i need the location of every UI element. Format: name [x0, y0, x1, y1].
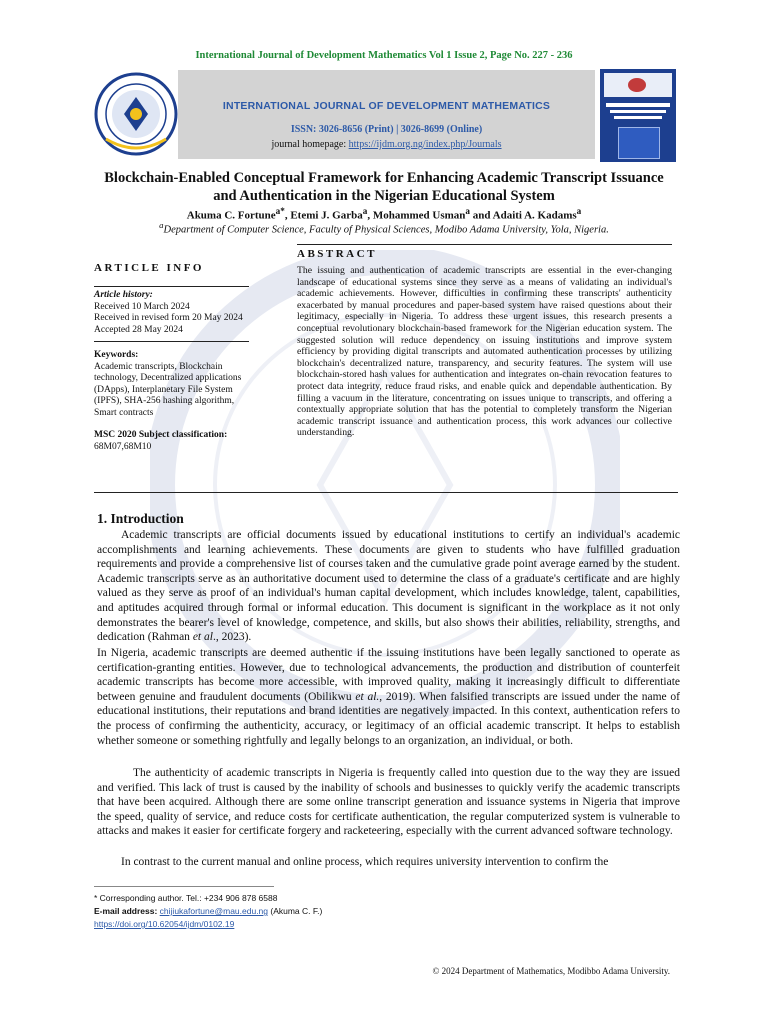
intro-paragraph-1	[97, 528, 680, 645]
keywords-block	[94, 350, 254, 419]
footnotes	[94, 892, 322, 931]
journal-homepage	[178, 139, 595, 150]
intro-paragraph-3: The authenticity of academic transcripts in Nigeria is frequently called into question due to the way they are issued and verified. This lack of trust is caused by the inability of schools and businesses to quickly verify the academic transcripts that have been acquired. Although there are some online transcript generation and issuance systems in Nigeria that improve the speed, quality of service, and reduce costs for certificate authentication, the regular computerized system is vulnerable to attacks and makes it easier for certificate forgery and racketeering, especially with the current advanced software technology.	[97, 767, 680, 838]
author-3-mark: a	[465, 206, 470, 216]
intro-p1-end: ., 2023).	[212, 631, 252, 644]
abstract-bottom-rule	[94, 492, 678, 493]
msc-label: MSC 2020 Subject classification:	[94, 430, 228, 440]
abstract-top-rule	[297, 244, 672, 245]
accepted-date: Accepted 28 May 2024	[94, 324, 183, 335]
abstract-heading: ABSTRACT	[297, 248, 377, 260]
intro-p1-text: Academic transcripts are official documents issued by educational institutions to certify an individual's academic accomplishments and learning achievements. These documents are given to students who have fulfilled graduation requirements and provide a comprehensive list of courses taken and the cumulative grade point average earned by the student. Academic transcripts serve as an authoritative document used to determine the class of a graduate's certificate and are highly valued as they serve as proof of an individual's human capital development, which includes knowledge, talent, capabilities, and aptitudes acquired through formal or informal education. This document is significant in the workplace as it not only demonstrates the bearer's level of knowledge, competence, and skills, but also shows their abilities, reliability, strengths, and dedication (Rahman	[97, 529, 680, 644]
history-label: Article history:	[94, 290, 153, 300]
author-1: Akuma C. Fortune	[186, 209, 276, 222]
footnote-rule	[94, 886, 274, 887]
article-history-rule	[94, 341, 249, 342]
intro-p1-etal: et al	[192, 631, 213, 644]
journal-title: INTERNATIONAL JOURNAL OF DEVELOPMENT MATHEMATICS	[222, 100, 551, 112]
email-name: (Akuma C. F.)	[268, 906, 323, 916]
keywords-label: Keywords:	[94, 350, 139, 360]
email-label: E-mail address:	[94, 906, 160, 916]
article-info-rule	[94, 286, 249, 287]
intro-p2-text: In Nigeria, academic transcripts are deemed authentic if the issuing institutions have been legally sanctioned to operate as certification-granting entities. However, due to technological advancements, the production and distribution of counterfeit academic transcripts has become more accessible, with improved quality, making it increasingly difficult to differentiate between genuine and fraudulent documents (Obilikwu	[97, 647, 680, 703]
author-4: and Adaiti A. Kadams	[470, 209, 577, 222]
msc-block	[94, 430, 259, 453]
intro-p2-end: , 2019). When falsified transcripts are issued under the name of educational institutions, their reputations and brand identities are negatively impacted. In this context, authentication refers to the process of confirming the authenticity, accuracy, or legitimacy of an official academic transcript. It helps to establish whether someone or something rightfully and legally belongs to an organization, an individual, or both.	[97, 690, 680, 747]
paper-title-line1: Blockchain-Enabled Conceptual Framework for Enhancing Academic Transcript Issuance	[104, 170, 664, 186]
email-line	[94, 905, 322, 918]
intro-paragraph-4: In contrast to the current manual and online process, which requires university intervention to confirm the	[121, 856, 609, 868]
intro-paragraph-2	[97, 646, 680, 748]
revised-date: Received in revised form 20 May 2024	[94, 313, 243, 323]
affiliation-mark: a	[159, 220, 164, 230]
article-history	[94, 290, 252, 336]
received-date: Received 10 March 2024	[94, 301, 190, 312]
msc-codes: 68M07,68M10	[94, 441, 152, 452]
homepage-link[interactable]: https://ijdm.org.ng/index.php/Journals	[348, 139, 502, 150]
affiliation	[80, 220, 688, 236]
journal-issn: ISSN: 3026-8656 (Print) | 3026-8699 (Online)	[290, 124, 483, 135]
abstract-text: The issuing and authentication of academic transcripts are essential in the ever-changing landscape of educational systems since they serve as a means of validating an individual's academic achievements. However, difficulties in confirming these transcripts' authenticity exacerbated by manual procedures and paper-based system have raised questions about their legitimacy, especially in Nigeria. To address these urgent issues, this research presents a conceptual revolutionary blockchain-based framework for the Nigerian education system. The suggested solution will reduce dependency on issuing institutions and improve system efficiency by providing digital transcripts and automated authentication processes by utilizing blockchain's decentralized nature, transparency, and security features. The system will use blockchain-stored hash values for authentication and integrates on-chain revocation features to protect data integrity, reduce fraud risks, and enable quick and dependable authentication. By filling a vacuum in the literature, concentrating on issues unique to transcripts, and offering a contextually appropriate solution that has the potential to completely transform the Nigerian academic transcript issuance and authentication process, this work advances our collective understanding.	[297, 265, 672, 439]
keywords-text: Academic transcripts, Blockchain technology, Decentralized applications (DApps), Interplanetary File System (IPFS), SHA-256 hashing algorithm, Smart contracts	[94, 361, 242, 418]
author-4-mark: a	[576, 206, 582, 216]
article-info-heading: ARTICLE INFO	[94, 262, 204, 274]
paper-title	[80, 170, 688, 205]
journal-cover-image	[600, 69, 676, 162]
paper-title-line2: and Authentication in the Nigerian Educational System	[213, 187, 555, 204]
journal-logo	[94, 69, 178, 159]
doi-link[interactable]: https://doi.org/10.62054/ijdm/0102.19	[94, 919, 235, 929]
author-2: , Etemi J. Garba	[284, 209, 363, 222]
intro-p2-etal: et al.	[355, 690, 380, 703]
running-head: International Journal of Development Mathematics Vol 1 Issue 2, Page No. 227 - 236	[195, 50, 573, 61]
author-2-mark: a	[362, 206, 368, 216]
copyright: © 2024 Department of Mathematics, Modibbo Adama University.	[432, 966, 670, 976]
email-link[interactable]: chijiukafortune@mau.edu.ng	[159, 906, 269, 916]
affiliation-text: Department of Computer Science, Faculty of Physical Sciences, Modibo Adama University, Yola, Nigeria.	[163, 224, 609, 236]
author-3: , Mohammed Usman	[367, 209, 466, 222]
corresponding-author: * Corresponding author. Tel.: +234 906 878 6588	[94, 893, 278, 903]
homepage-label: journal homepage:	[271, 139, 349, 150]
introduction-heading: 1. Introduction	[97, 511, 184, 526]
author-1-mark: a*	[275, 206, 285, 216]
